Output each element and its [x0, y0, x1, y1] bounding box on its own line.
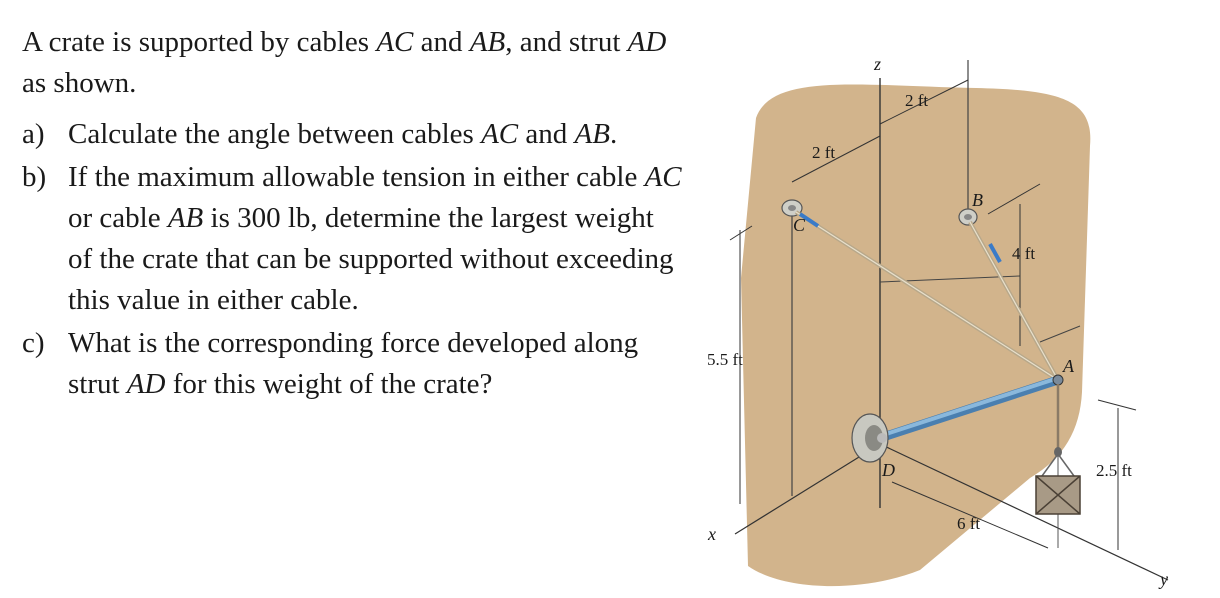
part-letter-b: b)	[22, 161, 47, 193]
dimension-2-5ft-tick-top	[1098, 400, 1136, 410]
problem-statement	[22, 22, 682, 407]
z-axis-label: z	[874, 54, 882, 74]
problem-intro: A crate is supported by cables AC and AB, and strut AD as shown.	[22, 26, 667, 99]
dimension-2ft-left-label: 2 ft	[812, 143, 836, 162]
part-letter-c: c)	[22, 327, 45, 359]
point-b-label: B	[972, 190, 983, 210]
part-text-c: What is the corresponding force developed along strut AD for this weight of the crate?	[68, 327, 639, 400]
x-axis-label: x	[708, 524, 716, 544]
point-a-label: A	[1063, 356, 1074, 376]
dimension-6ft-label: 6 ft	[957, 514, 981, 533]
point-c-label: C	[793, 215, 806, 235]
question-part-a	[22, 114, 682, 155]
crate-cable-diagram	[696, 40, 1176, 590]
ball-joint-d-ball	[877, 433, 887, 443]
question-part-b	[22, 157, 682, 321]
anchor-c-eye	[788, 205, 796, 211]
y-axis-label: y	[1160, 569, 1168, 589]
dimension-2-5ft-label: 2.5 ft	[1096, 461, 1132, 480]
part-text-b: If the maximum allowable tension in either cable AC or cable AB is 300 lb, determine the largest weight of the crate that can be supported without exceeding this value in either cable.	[68, 161, 682, 316]
crate-sling-right	[1058, 454, 1074, 476]
question-part-c	[22, 323, 682, 405]
crate-hook	[1054, 447, 1062, 457]
point-d-label: D	[882, 460, 895, 480]
part-text-a: Calculate the angle between cables AC and AB.	[68, 118, 618, 150]
dimension-5-5ft-label: 5.5 ft	[707, 350, 743, 369]
joint-a	[1053, 375, 1063, 385]
dimension-4ft-label: 4 ft	[1012, 244, 1036, 263]
dimension-2ft-top-label: 2 ft	[905, 91, 929, 110]
anchor-b-eye	[964, 214, 972, 220]
part-letter-a: a)	[22, 118, 45, 150]
